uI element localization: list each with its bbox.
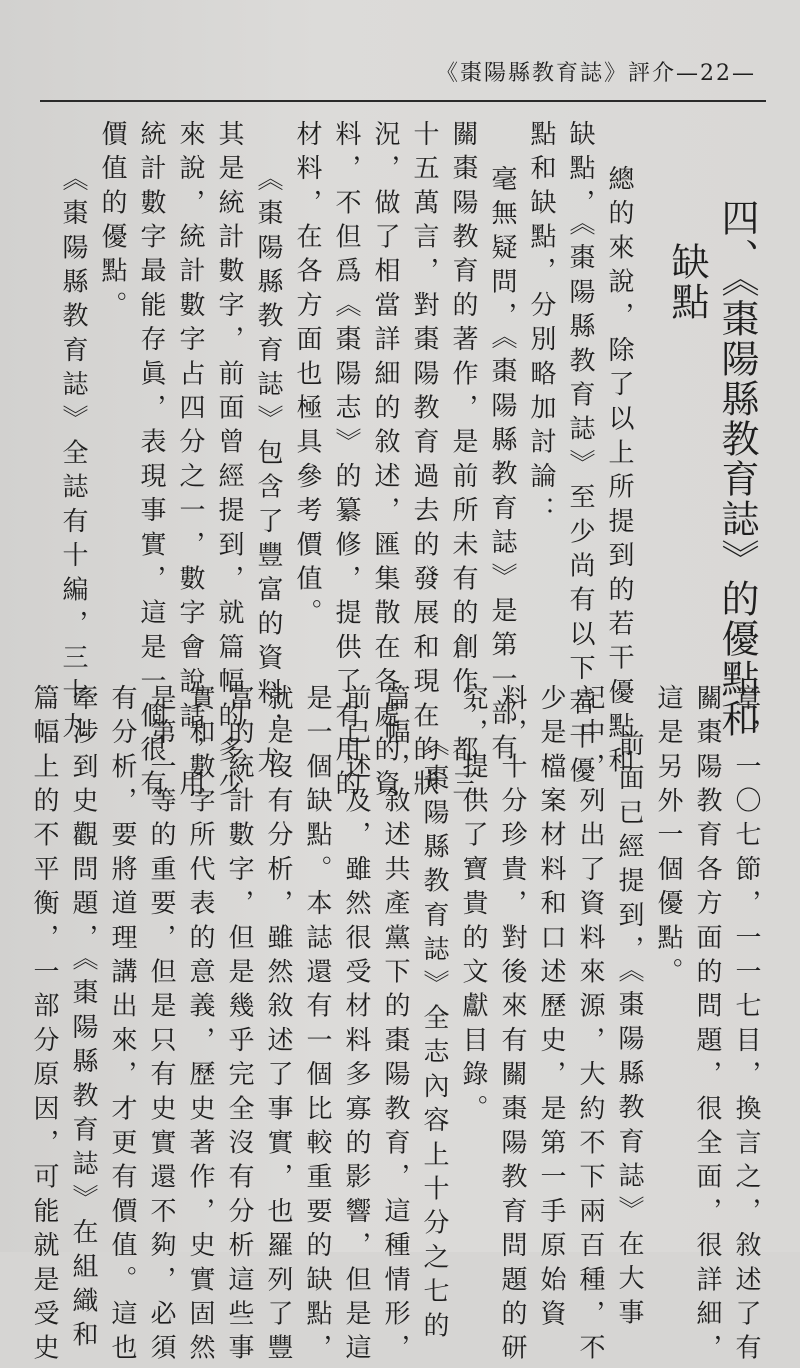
text-column: 這是另外一個優點。 (653, 684, 683, 992)
text-column: 就是沒有分析，雖然敘述了事實，也羅列了豐 (263, 684, 293, 1368)
text-column: 毫無疑問，《棗陽縣教育誌》是第一部有 (487, 165, 517, 768)
text-column: 《棗陽縣教育誌》包含了豐富的資料，尤 (253, 165, 283, 781)
text-column: 關棗陽教育各方面的問題，很全面，很詳細， (692, 684, 722, 1368)
text-column: 料，十分珍貴，對後來有關棗陽教育問題的研 (497, 684, 527, 1368)
text-column: 其是統計數字，前面曾經提到，就篇幅的多少 (214, 120, 244, 804)
text-column: 究，提供了寶貴的文獻目錄。 (458, 684, 488, 1129)
text-column: 有分析，要將道理講出來，才更有價值。這也 (107, 684, 137, 1368)
text-column: 《棗陽縣教育誌》全志內容上十分之七的 (419, 730, 449, 1346)
text-column: 牽涉到史觀問題，《棗陽縣教育誌》在組織和 (68, 684, 98, 1355)
text-column: 況，做了相當詳細的敘述，匯集散在各處的資 (370, 120, 400, 804)
text-column: 十五萬言，對棗陽教育過去的發展和現在的狀 (409, 120, 439, 804)
text-column: 《棗陽縣教育誌》全誌有十編，三十九 (58, 165, 88, 747)
text-column: 總的來說，除了以上所提到的若干優點和 (604, 165, 634, 781)
text-column: 少是檔案材料和口述歷史，是第一手原始資 (536, 684, 566, 1334)
section-heading: 四、《棗陽縣教育誌》的優點和 (715, 198, 759, 739)
text-column: 實和數字所代表的意義，歷史著作，史實固然 (185, 684, 215, 1368)
text-column: 是第一等的重要，但是只有史實還不夠，必須 (146, 684, 176, 1368)
text-column: 篇幅，敘述共產黨下的棗陽教育，這種情形， (380, 684, 410, 1368)
text-column: 點和缺點，分別略加討論： (526, 120, 556, 531)
text-column: 前面已經提到，《棗陽縣教育誌》在大事 (614, 730, 644, 1333)
text-column: 來說，統計數字占四分之一，數字會說話，用 (175, 120, 205, 804)
section-heading-continued: 缺點 (665, 242, 709, 322)
text-column: 料，不但爲《棗陽志》的纂修，提供了有用的 (331, 120, 361, 804)
text-column: 關棗陽教育的著作，是前所未有的創作，都三 (448, 120, 478, 804)
text-column: 缺點，《棗陽縣教育誌》至少尚有以下若干優 (565, 120, 595, 791)
text-column: 材料，在各方面也極具參考價值。 (292, 120, 322, 633)
text-column: 記中，列出了資料來源，大約不下兩百種，不 (575, 684, 605, 1368)
text-column: 統計數字最能存眞，表現事實，這是一個很有 (136, 120, 166, 804)
header-rule (40, 100, 766, 102)
text-column: 前已述及，雖然很受材料多寡的影響，但是這 (341, 684, 371, 1368)
text-column: 價值的優點。 (97, 120, 127, 326)
text-column: 是一個缺點。本誌還有一個比較重要的缺點， (302, 684, 332, 1368)
text-column: 篇幅上的不平衡，一部分原因，可能就是受史 (29, 684, 59, 1368)
text-column: 章，一〇七節，一一七目，換言之，敘述了有 (731, 684, 761, 1368)
running-header: 《棗陽縣教育誌》評介—22— (436, 61, 756, 86)
text-column: 富的統計數字，但是幾乎完全沒有分析這些事 (224, 684, 254, 1368)
